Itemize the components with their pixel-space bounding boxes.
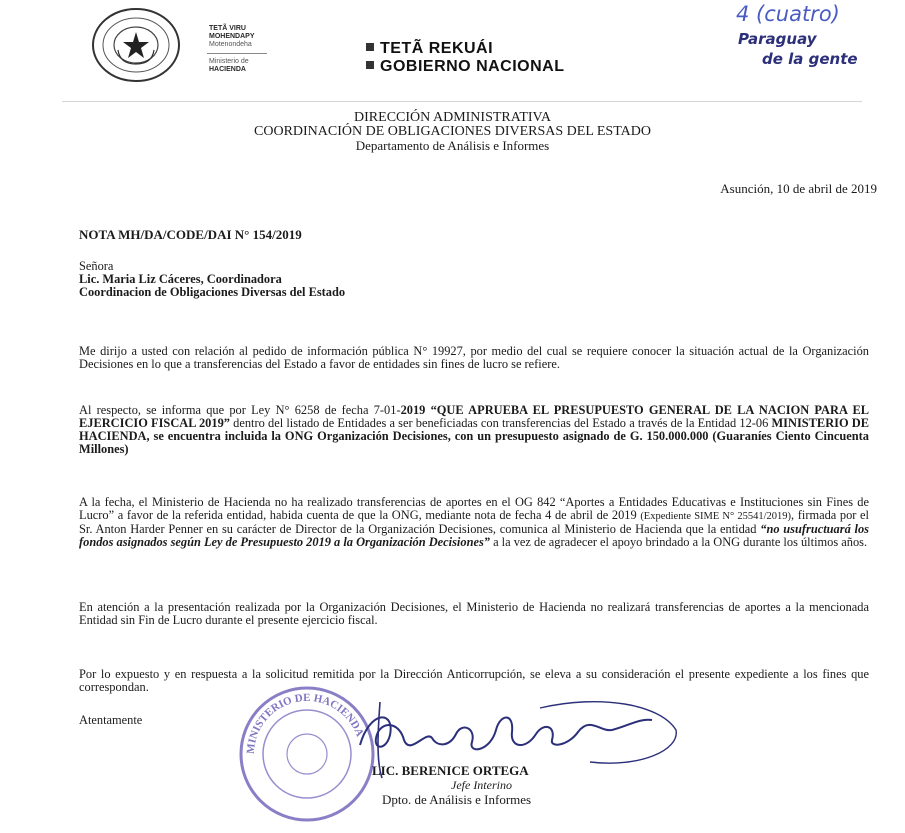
logo-divider bbox=[207, 53, 267, 54]
signer-name: LIC. BERENICE ORTEGA bbox=[372, 763, 529, 778]
recipient-office: Coordinacion de Obligaciones Diversas del Estado bbox=[79, 285, 346, 299]
p3-text-a: A la fecha, el Ministerio de Hacienda no ha realizado transferencias de aportes en el OG 842 “Aportes a Entidades Educativas e Instituciones sin Fines de Lucro” a favor de la referida entidad, habida cuenta de que la ONG, mediante nota de fecha 4 de abril de 2019 bbox=[79, 495, 869, 522]
ministry-logo-text-3: Motenondeha bbox=[209, 41, 252, 48]
p2-ministry-budget: MINISTERIO DE HACIENDA, se encuentra incluida la ONG Organización Decisiones, con un presupuesto asignado de G. 150.000.000 (Guaraníes Ciento Cincuenta Millones) bbox=[79, 416, 869, 456]
government-name-guarani bbox=[366, 40, 493, 58]
recipient-name: Lic. Maria Liz Cáceres, Coordinadora bbox=[79, 272, 282, 286]
slogan-line-2: de la gente bbox=[762, 50, 858, 68]
p3-text-e: a la vez de agradecer el apoyo brindado a la ONG durante los últimos años. bbox=[489, 535, 868, 549]
signer-title: Jefe Interino bbox=[451, 778, 512, 792]
closing-text: Atentamente bbox=[79, 713, 143, 727]
stamp-text: MINISTERIO DE HACIENDA bbox=[244, 691, 366, 755]
square-bullet-icon bbox=[366, 61, 374, 69]
office-coordination: COORDINACIÓN DE OBLIGACIONES DIVERSAS DEL ESTADO bbox=[254, 124, 651, 139]
body-paragraph-3 bbox=[79, 496, 869, 549]
republic-seal-logo bbox=[90, 6, 182, 84]
handwritten-page-number: 4 (cuatro) bbox=[736, 2, 840, 26]
gov-line-2: GOBIERNO NACIONAL bbox=[380, 58, 565, 75]
body-paragraph-5: Por lo expuesto y en respuesta a la solicitud remitida por la Dirección Anticorrupción, se eleva a su consideración el presente expediente a los fines que correspondan. bbox=[79, 667, 869, 694]
office-department: Departamento de Análisis e Informes bbox=[355, 138, 550, 153]
office-direction: DIRECCIÓN ADMINISTRATIVA bbox=[354, 110, 551, 125]
signer-department: Dpto. de Análisis e Informes bbox=[382, 792, 532, 807]
p3-expediente: (Expediente SIME N° 25541/2019) bbox=[640, 511, 792, 522]
salutation-title: Señora bbox=[79, 259, 114, 273]
body-paragraph-1: Me dirijo a usted con relación al pedido de información pública N° 19927, por medio del cual se requiere conocer la situación actual de la Organización Decisiones en lo que a transferencias del Estado a favor de entidades sin fines de lucro se refiere. bbox=[79, 344, 869, 371]
ministry-logo-text-4: Ministerio de bbox=[209, 58, 249, 65]
p2-law-title: 2019 “QUE APRUEBA EL PRESUPUESTO GENERAL DE LA NACION PARA EL EJERCICIO FISCAL 2019” bbox=[79, 403, 869, 430]
ministry-logo-text-1: TETÃ VIRU bbox=[209, 25, 246, 32]
ministry-logo-text-2: MOHENDAPY bbox=[209, 33, 255, 40]
p2-text-c: dentro del listado de Entidades a ser beneficiadas con transferencias del Estado a través de la Entidad 12-06 bbox=[229, 416, 772, 430]
document-date: Asunción, 10 de abril de 2019 bbox=[720, 181, 877, 196]
government-name-spanish bbox=[366, 58, 565, 76]
p3-text-c: , firmada por el Sr. Anton Harder Penner en su carácter de Director de la Organización Decisiones, comunica al Ministerio de Hacienda que la entidad bbox=[79, 508, 869, 536]
header-divider bbox=[62, 101, 862, 102]
square-bullet-icon bbox=[366, 43, 374, 51]
slogan-line-1: Paraguay bbox=[738, 30, 817, 48]
gov-line-1: TETÃ REKUÁI bbox=[380, 40, 494, 57]
note-number: NOTA MH/DA/CODE/DAI N° 154/2019 bbox=[79, 227, 302, 242]
p3-quote: “no usufructuará los fondos asignados según Ley de Presupuesto 2019 a la Organización Decisiones” bbox=[79, 522, 869, 549]
body-paragraph-2 bbox=[79, 404, 869, 456]
p2-text-a: Al respecto, se informa que por Ley N° 6258 de fecha 7-01- bbox=[79, 403, 401, 417]
body-paragraph-4: En atención a la presentación realizada por la Organización Decisiones, el Ministerio de Hacienda no realizará transferencias de aportes a la mencionada Entidad sin Fin de Lucro durante el presente ejercicio fiscal. bbox=[79, 600, 869, 627]
ministry-logo-text-5: HACIENDA bbox=[209, 66, 246, 73]
